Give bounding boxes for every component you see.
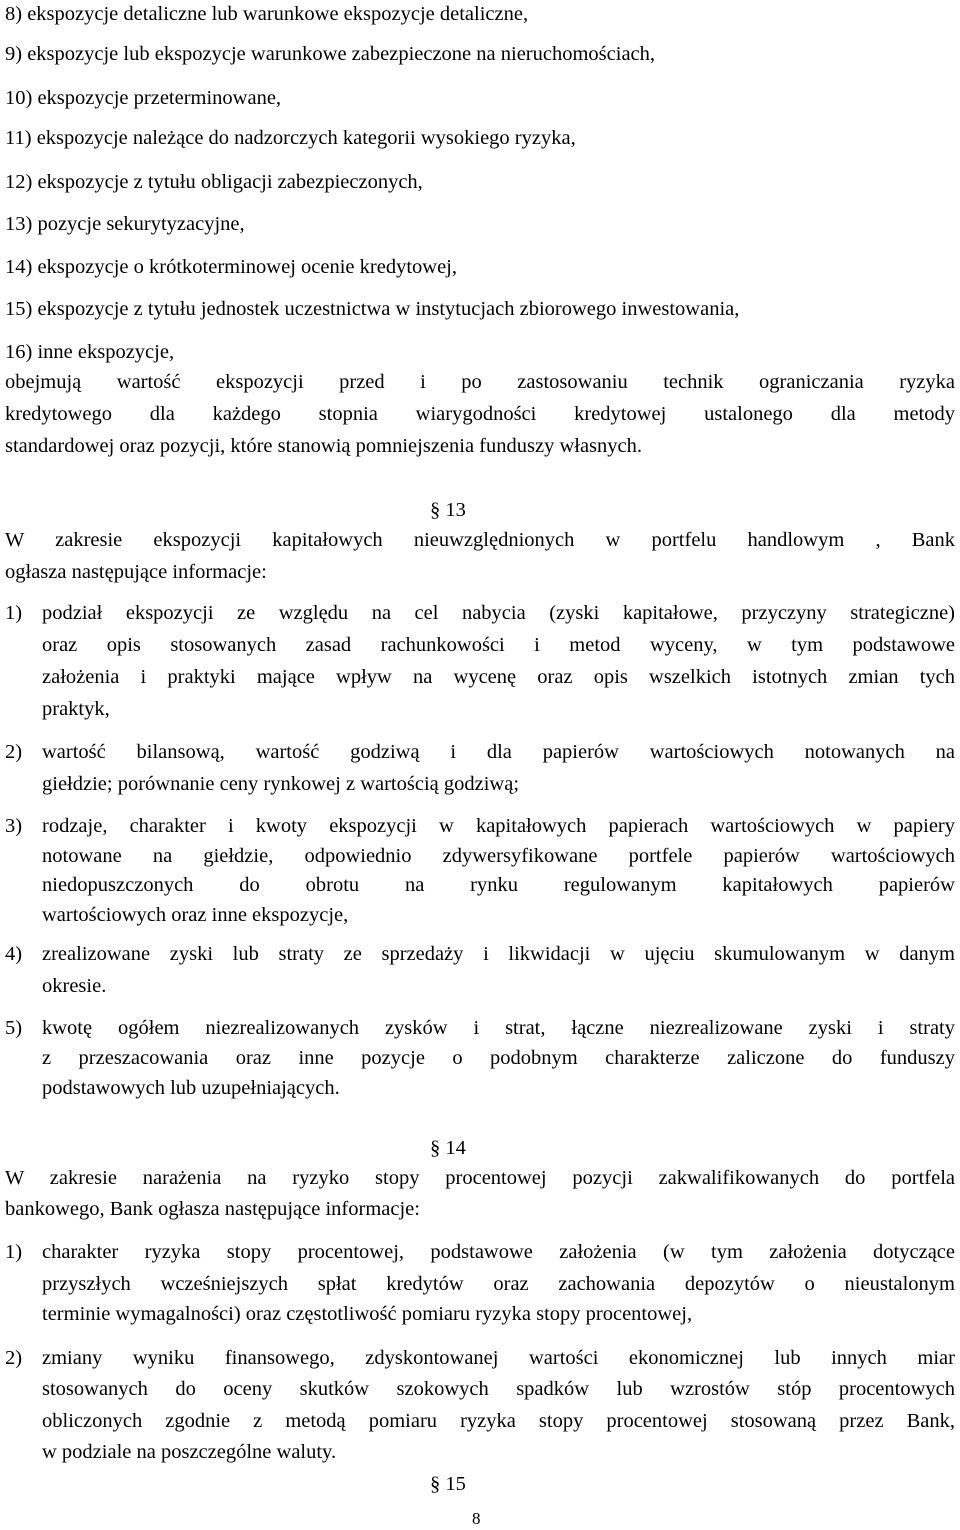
list-item-line: notowane na giełdzie, odpowiednio zdywersyfikowane portfele papierów wartościowych [42,845,955,867]
list-item: 8) ekspozycje detaliczne lub warunkowe ekspozycje detaliczne, [5,3,529,25]
list-number: 2) [5,741,23,763]
list-item-line: zrealizowane zyski lub straty ze sprzedaży i likwidacji w ujęciu skumulowanym w danym [42,943,955,965]
paragraph-line: standardowej oraz pozycji, które stanowią pomniejszenia funduszy własnych. [5,435,643,457]
list-item-line: przyszłych wcześniejszych spłat kredytów oraz zachowania depozytów o nieustalonym [42,1273,955,1295]
list-item: 16) inne ekspozycje, [5,341,175,363]
section-heading: § 13 [430,499,466,521]
list-item-line: obliczonych zgodnie z metodą pomiaru ryzyka stopy procentowej stosowaną przez Bank, [42,1410,955,1432]
list-number: 1) [5,602,23,624]
list-number: 3) [5,815,23,837]
list-item-line: praktyk, [42,698,110,720]
section-heading: § 14 [430,1137,466,1159]
list-item-line: rodzaje, charakter i kwoty ekspozycji w kapitałowych papierach wartościowych w papiery [42,815,955,837]
list-item: 12) ekspozycje z tytułu obligacji zabezpieczonych, [5,171,423,193]
list-item-line: terminie wymagalności) oraz częstotliwość pomiaru ryzyka stopy procentowej, [42,1303,693,1325]
list-item-line: wartość bilansową, wartość godziwą i dla papierów wartościowych notowanych na [42,741,955,763]
list-item: 10) ekspozycje przeterminowane, [5,87,282,109]
list-item: 15) ekspozycje z tytułu jednostek uczestnictwa w instytucjach zbiorowego inwestowania, [5,298,740,320]
list-item-line: okresie. [42,975,107,997]
paragraph-line: W zakresie narażenia na ryzyko stopy procentowej pozycji zakwalifikowanych do portfela [5,1167,955,1189]
list-item-line: z przeszacowania oraz inne pozycje o podobnym charakterze zaliczone do funduszy [42,1047,955,1069]
list-item: 11) ekspozycje należące do nadzorczych kategorii wysokiego ryzyka, [5,127,576,149]
paragraph-line: ogłasza następujące informacje: [5,561,267,583]
list-item-line: giełdzie; porównanie ceny rynkowej z wartością godziwą; [42,773,520,795]
paragraph-line: kredytowego dla każdego stopnia wiarygodności kredytowej ustalonego dla metody [5,403,955,425]
list-number: 1) [5,1241,23,1263]
list-item-line: charakter ryzyka stopy procentowej, podstawowe założenia (w tym założenia dotyczące [42,1241,955,1263]
list-item-line: kwotę ogółem niezrealizowanych zysków i strat, łączne niezrealizowane zyski i straty [42,1017,955,1039]
paragraph-line: obejmują wartość ekspozycji przed i po zastosowaniu technik ograniczania ryzyka [5,371,955,393]
list-item-line: podstawowych lub uzupełniających. [42,1077,340,1099]
list-item-line: w podziale na poszczególne waluty. [42,1441,337,1463]
section-heading: § 15 [430,1473,466,1495]
list-item-line: oraz opis stosowanych zasad rachunkowości i metod wyceny, w tym podstawowe [42,634,955,656]
list-item-line: zmiany wyniku finansowego, zdyskontowanej wartości ekonomicznej lub innych miar [42,1347,955,1369]
paragraph-line: bankowego, Bank ogłasza następujące informacje: [5,1198,420,1220]
list-item-line: założenia i praktyki mające wpływ na wycenę oraz opis wszelkich istotnych zmian tych [42,666,955,688]
list-number: 5) [5,1017,23,1039]
list-number: 4) [5,943,23,965]
page-number: 8 [472,1509,481,1528]
list-item: 13) pozycje sekurytyzacyjne, [5,213,245,235]
paragraph-line: W zakresie ekspozycji kapitałowych nieuwzględnionych w portfelu handlowym , Bank [5,529,955,551]
list-item-line: niedopuszczonych do obrotu na rynku regulowanym kapitałowych papierów [42,874,955,896]
list-item: 14) ekspozycje o krótkoterminowej ocenie kredytowej, [5,256,457,278]
list-number: 2) [5,1347,23,1369]
list-item-line: wartościowych oraz inne ekspozycje, [42,904,349,926]
list-item-line: stosowanych do oceny skutków szokowych spadków lub wzrostów stóp procentowych [42,1378,955,1400]
list-item: 9) ekspozycje lub ekspozycje warunkowe zabezpieczone na nieruchomościach, [5,43,656,65]
list-item-line: podział ekspozycji ze względu na cel nabycia (zyski kapitałowe, przyczyny strategiczne) [42,602,955,624]
